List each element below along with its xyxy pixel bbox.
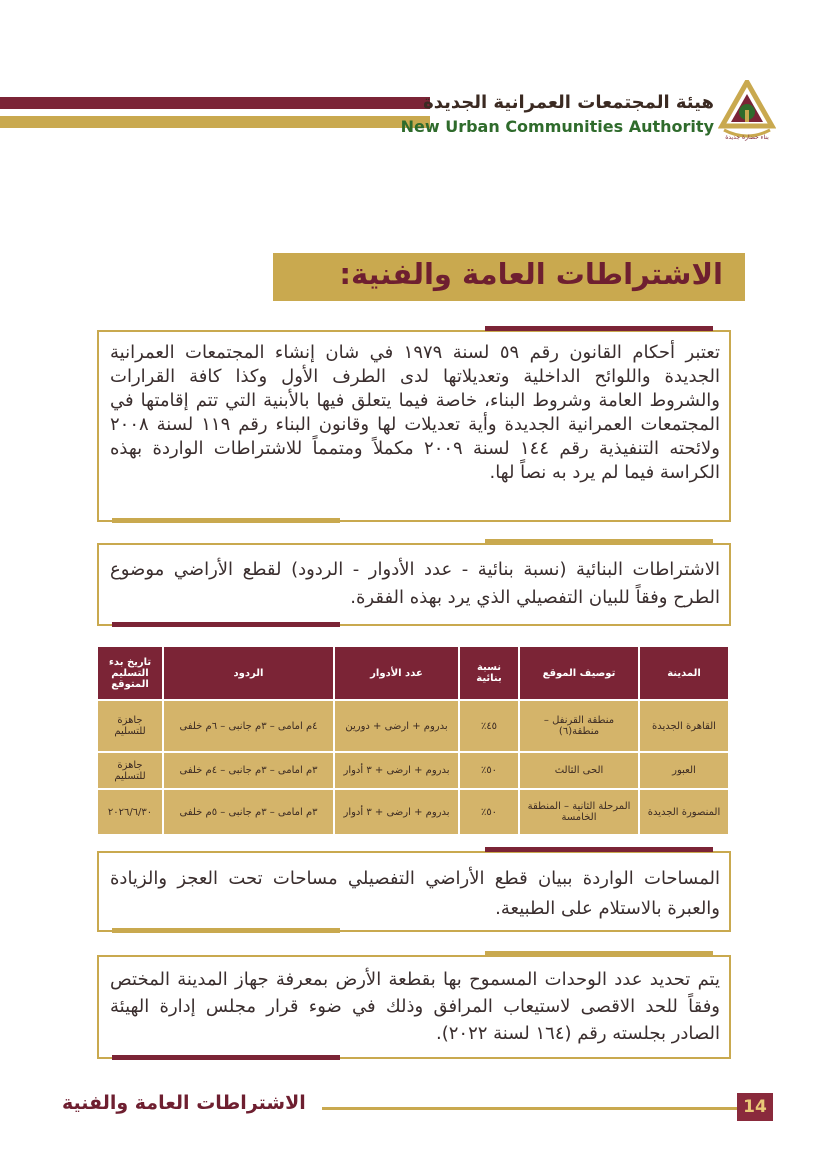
footer-title: الاشتراطات العامة والفنية (62, 1092, 306, 1114)
cell-floors: بدروم + ارضى + ٣ أدوار (334, 789, 459, 835)
col-header-setbacks: الردود (163, 646, 334, 700)
plots-table (96, 645, 730, 836)
col-header-ratio: نسبة بنائية (459, 646, 519, 700)
nuca-logo (718, 80, 776, 142)
cell-setbacks: ٣م امامى – ٣م جانبى – ٥م خلفى (163, 789, 334, 835)
cell-ratio: ٥٠٪ (459, 789, 519, 835)
frame-accent-line (485, 539, 713, 544)
table-row (97, 700, 729, 752)
cell-setbacks: ٣م امامى – ٣م جانبى – ٤م خلفى (163, 752, 334, 789)
footer-divider (322, 1107, 737, 1110)
page-number: 14 (737, 1093, 773, 1121)
frame-accent-line (112, 928, 340, 933)
cell-floors: بدروم + ارضى + ٣ أدوار (334, 752, 459, 789)
table-row (97, 752, 729, 789)
table-header-row (97, 646, 729, 700)
section-title: الاشتراطات العامة والفنية: (339, 257, 723, 291)
table-row (97, 789, 729, 835)
cell-city: المنصورة الجديدة (639, 789, 729, 835)
header-bar-maroon (0, 97, 430, 109)
cell-delivery: ٢٠٢٦/٦/٣٠ (97, 789, 163, 835)
col-header-delivery: تاريخ بدء التسليم المتوقع (97, 646, 163, 700)
col-header-city: المدينة (639, 646, 729, 700)
cell-delivery: جاهزة للتسليم (97, 700, 163, 752)
section-title-box (273, 253, 745, 301)
org-name-arabic: هيئة المجتمعات العمرانية الجديدة (423, 92, 714, 113)
cell-floors: بدروم + ارضى + دورين (334, 700, 459, 752)
header-bar-gold (0, 116, 430, 128)
cell-setbacks: ٤م امامى – ٣م جانبى – ٦م خلفى (163, 700, 334, 752)
col-header-floors: عدد الأدوار (334, 646, 459, 700)
cell-ratio: ٥٠٪ (459, 752, 519, 789)
frame-accent-line (112, 518, 340, 523)
paragraph-3: المساحات الواردة ببيان قطع الأراضي التفصيلي مساحات تحت العجز والزيادة والعبرة بالاستلام على الطبيعة. (110, 868, 720, 919)
cell-ratio: ٤٥٪ (459, 700, 519, 752)
cell-delivery: جاهزة للتسليم (97, 752, 163, 789)
org-name-english: New Urban Communities Authority (400, 117, 714, 136)
paragraph-2: الاشتراطات البنائية (نسبة بنائية - عدد الأدوار - الردود) لقطع الأراضي موضوع الطرح وفقاً للبيان التفصيلي الذي يرد بهذه الفقرة. (110, 559, 720, 608)
frame-accent-line (485, 847, 713, 852)
cell-location: الحى الثالث (519, 752, 639, 789)
logo-text: بناء حضارة جديدة (725, 134, 769, 141)
paragraph-1: تعتبر أحكام القانون رقم ٥٩ لسنة ١٩٧٩ في شان إنشاء المجتمعات العمرانية الجديدة واللوائح الداخلية وتعديلاتها لدى الطرف الأول وكذا كافة القرارات والشروط العامة وشروط البناء، خاصة فيما يتعلق فيها بالأبنية التي تتم إقامتها في المجتمعات العمرانية الجديدة وأية تعديلات لها وقانون البناء رقم ١١٩ لسنة ٢٠٠٨ ولائحته التنفيذية رقم ١٤٤ لسنة ٢٠٠٩ مكملاً ومتمماً للاشتراطات الواردة بهذه الكراسة فيما لم يرد به نصاً لها. (110, 342, 720, 483)
cell-location: المرحلة الثانية – المنطقة الخامسة (519, 789, 639, 835)
cell-city: القاهرة الجديدة (639, 700, 729, 752)
frame-accent-line (112, 622, 340, 627)
frame-accent-line (485, 326, 713, 331)
cell-location: منطقة القرنفل – منطقة(٦) (519, 700, 639, 752)
col-header-location: توصيف الموقع (519, 646, 639, 700)
cell-city: العبور (639, 752, 729, 789)
frame-accent-line (485, 951, 713, 956)
paragraph-4: يتم تحديد عدد الوحدات المسموح بها بقطعة الأرض بمعرفة جهاز المدينة المختص وفقاً للحد الاقصى لاستيعاب المرافق وذلك في ضوء قرار مجلس إدارة الهيئة الصادر بجلسته رقم (١٦٤ لسنة ٢٠٢٢). (110, 969, 720, 1044)
frame-accent-line (112, 1055, 340, 1060)
